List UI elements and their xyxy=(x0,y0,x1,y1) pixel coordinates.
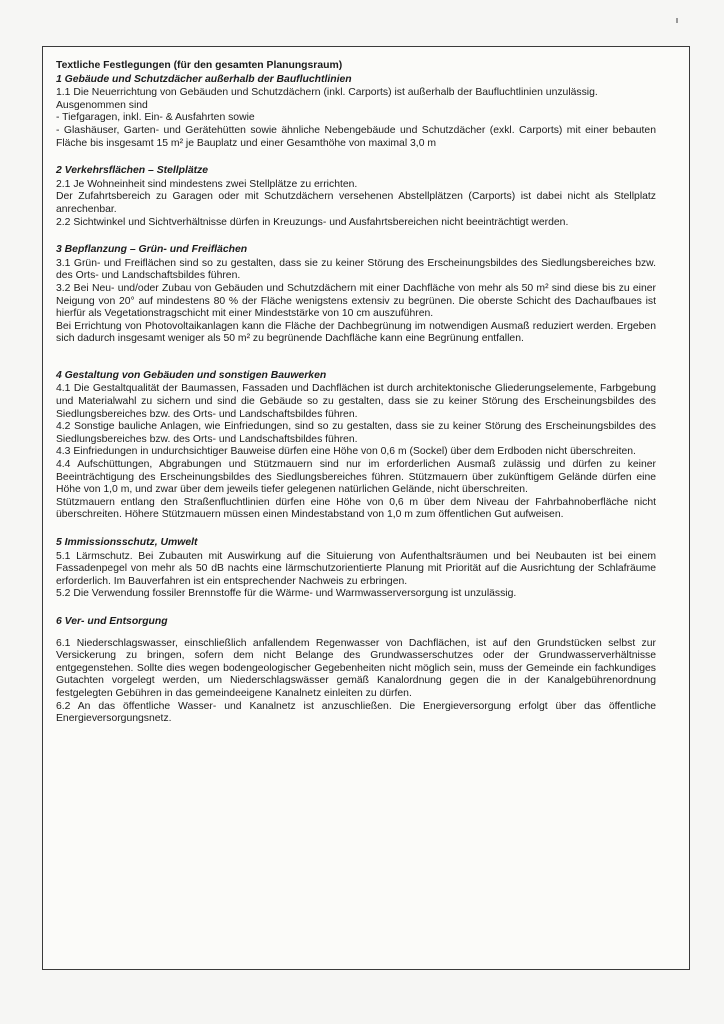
section-heading-1: 1 Gebäude und Schutzdächer außerhalb der Baufluchtlinien xyxy=(56,73,352,85)
paragraph-4-4-stuetzmauern: Stützmauern entlang den Straßenfluchtlinien dürfen eine Höhe von 0,6 m über dem Niveau der Fahrbahnoberfläche nicht überschreiten. Höhere Stützmauern müssen einen Mindestabstand von 1,0 m zum öffentlichen Gut aufweisen. xyxy=(56,496,656,521)
paragraph-3-1: 3.1 Grün- und Freiflächen sind so zu gestalten, dass sie zu keiner Störung des Erscheinungsbildes des Siedlungsbereiches bzw. des Orts- und Landschaftsbildes führen. xyxy=(56,257,656,282)
paragraph-1-exceptions: Ausgenommen sind xyxy=(56,99,148,111)
paragraph-4-3: 4.3 Einfriedungen in undurchsichtiger Bauweise dürfen eine Höhe von 0,6 m (Sockel) über dem Erdboden nicht überschreiten. xyxy=(56,446,636,458)
section-heading-6: 6 Ver- und Entsorgung xyxy=(56,615,168,627)
document-title: Textliche Festlegungen (für den gesamten Planungsraum) xyxy=(56,60,343,71)
section-heading-5: 5 Immissionsschutz, Umwelt xyxy=(56,537,198,548)
paragraph-5-2: 5.2 Die Verwendung fossiler Brennstoffe für die Wärme- und Warmwasserversorgung ist unzulässig. xyxy=(56,588,517,600)
list-item-tiefgaragen: - Tiefgaragen, inkl. Ein- & Ausfahrten sowie xyxy=(56,112,255,124)
paragraph-4-4: 4.4 Aufschüttungen, Abgrabungen und Stützmauern sind nur im erforderlichen Ausmaß zulässig und dürfen zu keiner Beeinträchtigung des Erscheinungsbildes des Siedlungsbereiches führen. Stützmauern über zukünftigem Gelände dürfen eine Höhe von 1,0 m, und zwar über dem jeweils tiefer gelegenen natürlichen Gelände, nicht überschreiten. xyxy=(56,459,656,496)
paragraph-2-1-zufahrt: Der Zufahrtsbereich zu Garagen oder mit Schutzdächern versehenen Abstellplätzen (Carports) ist dabei nicht als Stellplatz anrechenbar. xyxy=(56,191,656,215)
section-heading-4: 4 Gestaltung von Gebäuden und sonstigen Bauwerken xyxy=(56,369,327,381)
paragraph-1-1: 1.1 Die Neuerrichtung von Gebäuden und Schutzdächern (inkl. Carports) ist außerhalb der Baufluchtlinien unzulässig. xyxy=(56,87,598,99)
paragraph-2-2: 2.2 Sichtwinkel und Sichtverhältnisse dürfen in Kreuzungs- und Ausfahrtsbereichen nicht beeinträchtigt werden. xyxy=(56,216,569,228)
paragraph-6-2: 6.2 An das öffentliche Wasser- und Kanalnetz ist anzuschließen. Die Energieversorgung erfolgt über das öffentliche Energieversorgungsnetz. xyxy=(56,700,656,725)
paragraph-5-1: 5.1 Lärmschutz. Bei Zubauten mit Auswirkung auf die Situierung von Aufenthaltsräumen und bei Neubauten ist bei einem Fassadenpegel von mehr als 50 dB nachts eine lärmschutzorientierte Planung mit Priorität auf die Ausrichtung der Schlafräume erforderlich. Im Bauverfahren ist ein entsprechender Nachweis zu erbringen. xyxy=(56,550,656,587)
paragraph-6-1: 6.1 Niederschlagswasser, einschließlich anfallendem Regenwasser von Dachflächen, ist auf den Grundstücken selbst zur Versickerung zu bringen, sofern dem nicht Belange des Grundwasserschutzes oder der Grundwasserverhältnisse entgegenstehen. Sollte dies wegen bodengeologischer Gegebenheiten nicht möglich sein, muss der Gemeinde ein fachkundiges Gutachten vorgelegt werden, um Niederschlagswässer gemäß Kanalordnung gegen die in der Kanalgebührenordnung festgelegten Gebühren in das gemeindeeigene Kanalnetz einleiten zu dürfen. xyxy=(56,637,656,699)
section-heading-3: 3 Bepflanzung – Grün- und Freiflächen xyxy=(56,244,248,256)
paragraph-3-2: 3.2 Bei Neu- und/oder Zubau von Gebäuden und Schutzdächern mit einer Dachfläche von mehr als 50 m² sind diese bis zu einer Neigung von 20° auf mindestens 80 % der Fläche wenigstens extensiv zu begrünen. Die oberste Schicht des Dachaufbaues ist hierfür als Vegetationstragschicht mit einer Mindeststärke von 10 cm auszuführen. xyxy=(56,282,656,320)
paragraph-4-1: 4.1 Die Gestaltqualität der Baumassen, Fassaden und Dachflächen ist durch architektonische Gliederungselemente, Farbgebung und Materialwahl zu sichern und sind die Gebäude so zu gestalten, dass sie zu keiner Störung des Erscheinungsbildes des Siedlungsbereiches bzw. des Orts- und Landschaftsbildes führen. xyxy=(56,383,656,420)
paragraph-3-2-photovoltaik: Bei Errichtung von Photovoltaikanlagen kann die Fläche der Dachbegrünung im notwendigen Ausmaß reduziert werden. Ergeben sich dadurch insgesamt weniger als 50 m² zu begrünende Dachfläche kann eine Begrünung entfallen. xyxy=(56,320,656,345)
paragraph-2-1: 2.1 Je Wohneinheit sind mindestens zwei Stellplätze zu errichten. xyxy=(56,178,358,190)
document-body xyxy=(56,60,656,726)
list-item-glashaeuser: - Glashäuser, Garten- und Gerätehütten sowie ähnliche Nebengebäude und Schutzdächer (exkl. Carports) mit einer bebauten Fläche bis insgesamt 15 m² je Bauplatz und einer Gesamthöhe von maximal 3,0 m xyxy=(56,124,656,149)
section-heading-2: 2 Verkehrsflächen – Stellplätze xyxy=(56,165,209,177)
paragraph-4-2: 4.2 Sonstige bauliche Anlagen, wie Einfriedungen, sind so zu gestalten, dass sie zu keiner Störung des Erscheinungsbildes des Siedlungsbereiches bzw. des Orts- und Landschaftsbildes führen. xyxy=(56,421,656,445)
scan-mark xyxy=(676,18,678,23)
